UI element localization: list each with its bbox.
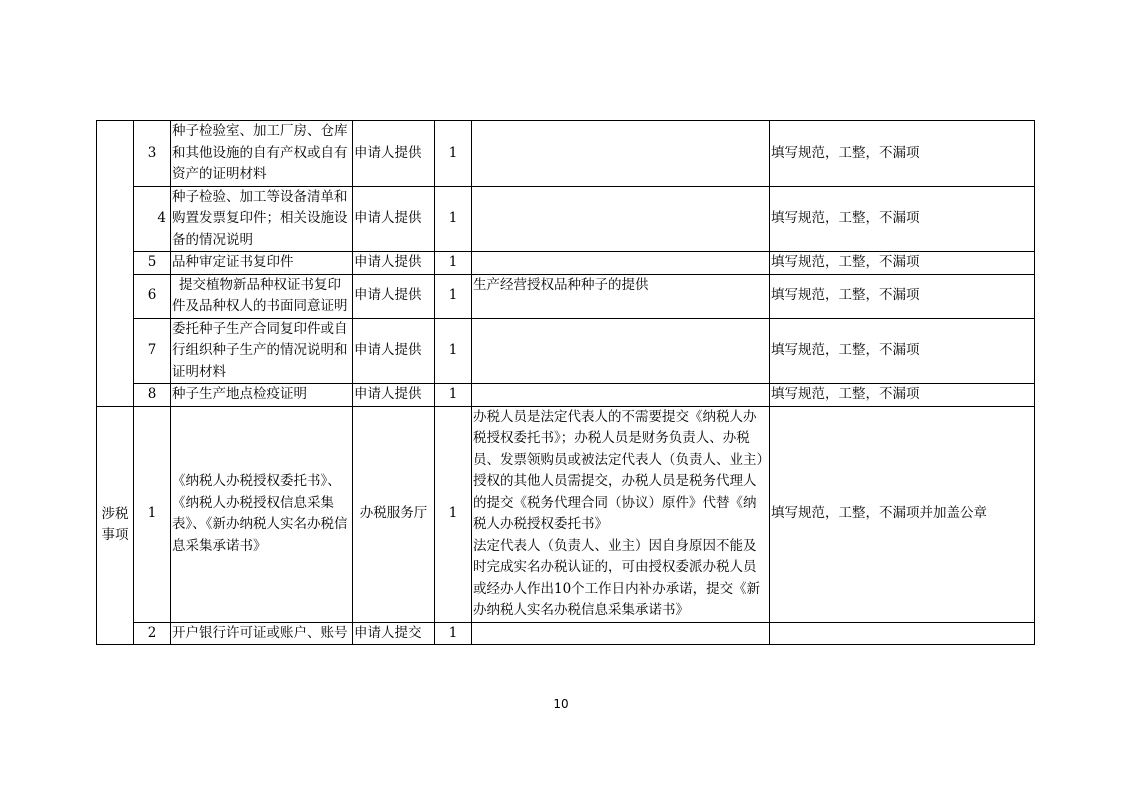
note-paragraph: 办税人员是法定代表人的不需要提交《纳税人办税授权委托书》；办税人员是财务负责人、办税员、发票领购员或被法定代表人（负责人、业主）授权的其他人员需提交，办税人员是税务代理人的提交《税务代理合同（协议）原件》代替《纳税人办税授权委托书》 bbox=[473, 408, 764, 532]
table-row bbox=[97, 406, 1035, 622]
table-row bbox=[97, 186, 1035, 252]
table-row bbox=[97, 252, 1035, 275]
material-name: 种子生产地点检疫证明 bbox=[171, 384, 353, 407]
material-note: 生产经营授权品种种子的提供 bbox=[472, 274, 770, 318]
material-name: 提交植物新品种权证书复印件及品种权人的书面同意证明 bbox=[171, 274, 353, 318]
material-name: 种子检验、加工等设备清单和购置发票复印件；相关设施设备的情况说明 bbox=[171, 186, 353, 252]
copy-count: 1 bbox=[435, 318, 472, 384]
material-requirement: 填写规范，工整，不漏项 bbox=[770, 186, 1035, 252]
material-requirement: 填写规范，工整，不漏项 bbox=[770, 384, 1035, 407]
material-note bbox=[472, 121, 770, 187]
row-number: 7 bbox=[134, 318, 171, 384]
material-requirement: 填写规范，工整，不漏项 bbox=[770, 274, 1035, 318]
material-requirement: 填写规范，工整，不漏项并加盖公章 bbox=[770, 406, 1035, 622]
material-name: 《纳税人办税授权委托书》、《纳税人办税授权信息采集表》、《新办纳税人实名办税信息采集承诺书》 bbox=[171, 406, 353, 622]
table-row bbox=[97, 622, 1035, 645]
copy-count: 1 bbox=[435, 252, 472, 275]
material-note bbox=[472, 406, 770, 622]
material-requirement: 填写规范，工整，不漏项 bbox=[770, 121, 1035, 187]
row-number: 8 bbox=[134, 384, 171, 407]
material-source: 申请人提交 bbox=[353, 622, 435, 645]
material-requirement: 填写规范，工整，不漏项 bbox=[770, 252, 1035, 275]
material-source: 申请人提供 bbox=[353, 186, 435, 252]
materials-table bbox=[96, 120, 1035, 645]
material-name: 种子检验室、加工厂房、仓库和其他设施的自有产权或自有资产的证明材料 bbox=[171, 121, 353, 187]
copy-count: 1 bbox=[435, 274, 472, 318]
copy-count: 1 bbox=[435, 406, 472, 622]
material-source: 申请人提供 bbox=[353, 274, 435, 318]
material-note bbox=[472, 186, 770, 252]
material-requirement: 填写规范，工整，不漏项 bbox=[770, 318, 1035, 384]
copy-count: 1 bbox=[435, 622, 472, 645]
page-number: 10 bbox=[553, 697, 569, 711]
material-name: 开户银行许可证或账户、账号 bbox=[171, 622, 353, 645]
material-note bbox=[472, 318, 770, 384]
material-name: 品种审定证书复印件 bbox=[171, 252, 353, 275]
copy-count: 1 bbox=[435, 121, 472, 187]
material-source: 办税服务厅 bbox=[353, 406, 435, 622]
material-source: 申请人提供 bbox=[353, 318, 435, 384]
category-cell bbox=[97, 121, 134, 407]
material-note bbox=[472, 622, 770, 645]
table-row bbox=[97, 318, 1035, 384]
material-note bbox=[472, 252, 770, 275]
row-number: 6 bbox=[134, 274, 171, 318]
material-note bbox=[472, 384, 770, 407]
table-row bbox=[97, 274, 1035, 318]
row-number: 2 bbox=[134, 622, 171, 645]
table-row bbox=[97, 121, 1035, 187]
material-requirement bbox=[770, 622, 1035, 645]
category-cell: 涉税事项 bbox=[97, 406, 134, 645]
note-paragraph: 法定代表人（负责人、业主）因自身原因不能及时完成实名办税认证的，可由授权委派办税人员或经办人作出10个工作日内补办承诺，提交《新办纳税人实名办税信息采集承诺书》 bbox=[473, 537, 761, 618]
row-number: 3 bbox=[134, 121, 171, 187]
copy-count: 1 bbox=[435, 384, 472, 407]
table-row bbox=[97, 384, 1035, 407]
row-number: 1 bbox=[134, 406, 171, 622]
row-number: 5 bbox=[134, 252, 171, 275]
material-source: 申请人提供 bbox=[353, 252, 435, 275]
material-source: 申请人提供 bbox=[353, 121, 435, 187]
material-source: 申请人提供 bbox=[353, 384, 435, 407]
material-name: 委托种子生产合同复印件或自行组织种子生产的情况说明和证明材料 bbox=[171, 318, 353, 384]
row-number: 4 bbox=[134, 186, 171, 252]
copy-count: 1 bbox=[435, 186, 472, 252]
